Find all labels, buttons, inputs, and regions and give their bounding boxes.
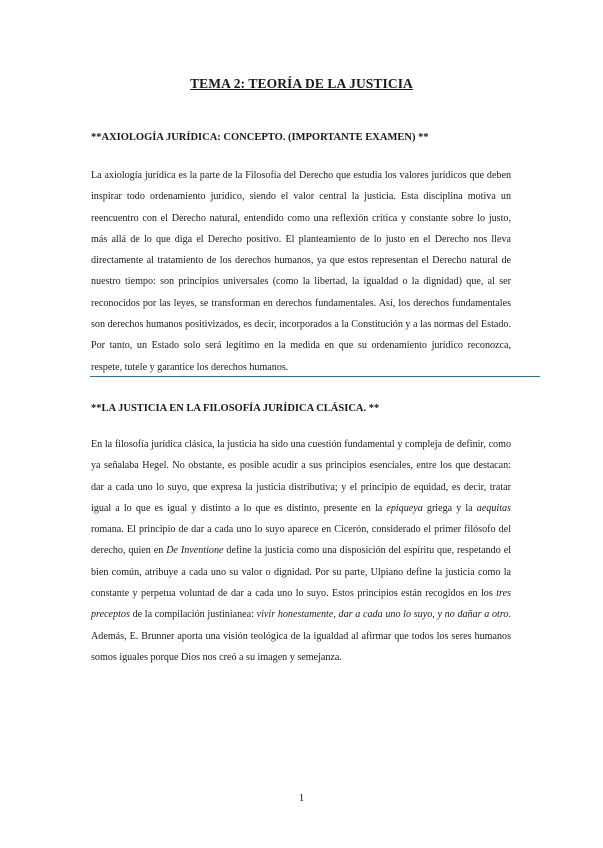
text-run: En la filosofía jurídica clásica, la justicia ha sido una cuestión fundamental y compleja de definir, como ya señalaba Hegel. No obstante, es posible acudir a sus principios esenciales, entre los que destacan: dar a cada uno lo suyo, que expresa la justicia distributiva; y el principio de equidad, es decir, tratar igual a lo que es igual y distinto a lo que es distinto, presente en la [91,439,511,514]
paragraph-justicia-clasica [91,434,511,668]
italic-term-tres-preceptos: tres preceptos [91,588,511,621]
text-run: romana. El principio de dar a cada uno lo suyo aparece en Cicerón, considerado el primer filósofo del derecho, quien en [91,524,511,557]
section-heading-axiologia: **AXIOLOGÍA JURÍDICA: CONCEPTO. (IMPORTANTE EXAMEN) ** [91,132,429,143]
section-heading-justicia-clasica: **LA JUSTICIA EN LA FILOSOFÍA JURÍDICA CLÁSICA. ** [91,403,380,414]
text-run: define la justicia como una disposición del espíritu que, respetando el bien común, atribuye a cada uno su valor o dignidad. Por su parte, Ulpiano define la justicia como la constante y perpetua voluntad de dar a cada uno lo suyo. Estos principios están recogidos en los [91,545,511,600]
text-run: griega y la [422,502,477,514]
italic-term-epiqueya: epiqueya [386,502,423,514]
paragraph-axiologia: La axiología jurídica es la parte de la Filosofía del Derecho que estudia los valores jurídicos que deben inspirar todo ordenamiento jurídico, siendo el valor central la justicia. Esta disciplina motiva un reencuentro con el Derecho natural, entendido como una reflexión crítica y constante sobre lo justo, más allá de lo que diga el Derecho positivo. El planteamiento de lo justo en el Derecho nos lleva directamente al tratamiento de los derechos humanos, ya que estos representan el Derecho natural de nuestro tiempo: son principios universales (como la libertad, la igualdad o la dignidad) que, al ser reconocidos por las leyes, se transforman en derechos fundamentales. Así, los derechos fundamentales son derechos humanos positivizados, es decir, incorporados a la Constitución y a las normas del Estado. Por tanto, un Estado solo será legítimo en la medida en que su ordenamiento jurídico reconozca, respete, tutele y garantice los derechos humanos. [91,170,511,373]
text-run: . Además, E. Brunner aporta una visión teológica de la igualdad al afirmar que todos los seres humanos somos iguales porque Dios nos creó a su imagen y semejanza. [91,609,511,663]
section-divider [90,376,540,377]
italic-title-de-inventione: De Inventione [166,545,224,557]
italic-precepts-quote: vivir honestamente, dar a cada uno lo suyo, y no dañar a otro [256,609,509,621]
text-run: de la compilación justinianea: [129,609,257,621]
document-title: TEMA 2: TEORÍA DE LA JUSTICIA [190,76,413,91]
page-number: 1 [298,792,305,804]
italic-term-aequitas: aequitas [476,502,511,514]
